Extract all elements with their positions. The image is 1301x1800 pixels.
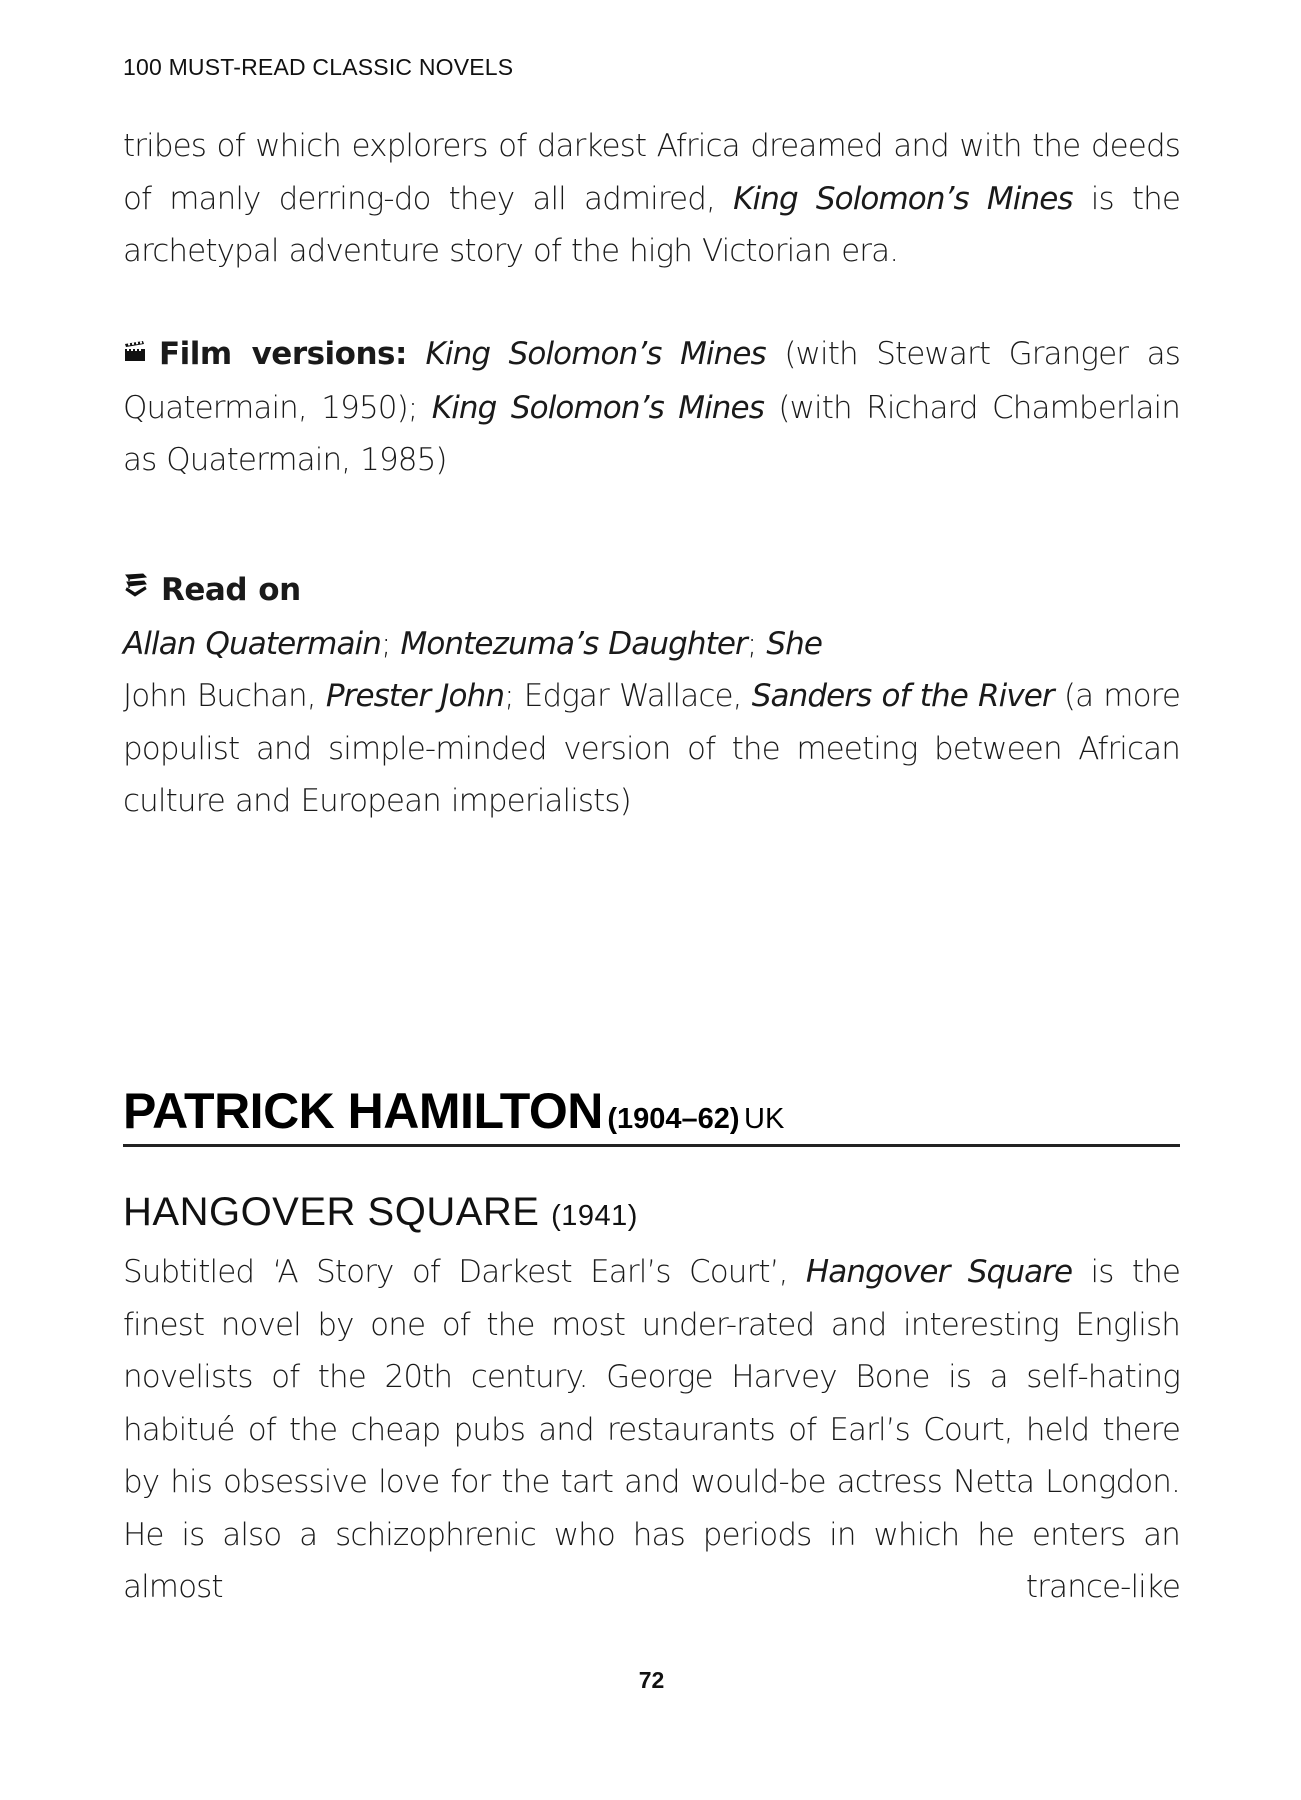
read-on-author-buchan: John Buchan, bbox=[123, 678, 326, 715]
intro-text-after: is the archetypal adventure story of the high Victorian era. bbox=[123, 180, 1180, 269]
film-clapperboard-icon bbox=[123, 326, 147, 379]
film-title-1950: King Solomon’s Mines bbox=[425, 336, 766, 372]
author-heading bbox=[123, 1082, 1180, 1147]
separator: ; bbox=[381, 625, 401, 662]
author-country: UK bbox=[744, 1103, 785, 1135]
intro-italic-title: King Solomon’s Mines bbox=[733, 180, 1073, 217]
book-title: HANGOVER SQUARE bbox=[123, 1190, 540, 1234]
read-on-line-2 bbox=[123, 670, 1180, 828]
read-on-label: Read on bbox=[161, 572, 301, 608]
stack-of-books-icon bbox=[123, 562, 149, 615]
read-on-heading bbox=[123, 564, 1180, 618]
author-name: PATRICK HAMILTON bbox=[123, 1083, 603, 1139]
film-text-1985: (with Richard Chamberlain as Quatermain, 1985) bbox=[123, 389, 1180, 479]
intro-paragraph bbox=[123, 120, 1180, 278]
book-desc-after: is the finest novel by one of the most under-rated and interesting English novelists of the 20th century. George Harvey Bone is a self-hating habitué of the cheap pubs and restaurants of Earl’s Court, held there by his obsessive love for the tart and would-be actress Netta Longdon. He is also a schizophrenic who has periods in which he enters an almost trance-like bbox=[123, 1254, 1180, 1605]
film-versions-label: Film versions: bbox=[159, 336, 407, 372]
book-title-heading bbox=[123, 1190, 638, 1235]
read-on-note: (a more populist and simple-minded version of the meeting between African culture and European imperialists) bbox=[123, 678, 1180, 820]
author-dates: (1904–62) bbox=[607, 1103, 740, 1135]
film-versions-paragraph bbox=[123, 328, 1180, 487]
read-on-title-sanders-of-the-river: Sanders of the River bbox=[751, 678, 1054, 715]
read-on-section bbox=[123, 564, 1180, 828]
page-number: 72 bbox=[638, 1667, 665, 1693]
book-description bbox=[123, 1246, 1180, 1614]
book-desc-before: Subtitled ‘A Story of Darkest Earl’s Court’, bbox=[123, 1254, 806, 1290]
separator: ; bbox=[746, 625, 767, 662]
film-text-1950: (with Stewart Granger as Quatermain, 1950); bbox=[123, 336, 1180, 426]
film-title-1985: King Solomon’s Mines bbox=[431, 389, 764, 426]
read-on-title-montezumas-daughter: Montezuma’s Daughter bbox=[400, 625, 747, 662]
book-year: (1941) bbox=[551, 1200, 638, 1232]
read-on-title-she: She bbox=[766, 625, 823, 662]
book-desc-italic-title: Hangover Square bbox=[805, 1254, 1073, 1290]
read-on-author-wallace: ; Edgar Wallace, bbox=[504, 678, 752, 715]
intro-text-before: tribes of which explorers of darkest Africa dreamed and with the deeds of manly derring-do they all admired, bbox=[123, 128, 1180, 217]
read-on-title-allan-quatermain: Allan Quatermain bbox=[123, 625, 382, 662]
read-on-line-1 bbox=[123, 618, 1180, 671]
running-head: 100 MUST-READ CLASSIC NOVELS bbox=[123, 54, 514, 80]
read-on-title-prester-john: Prester John bbox=[325, 678, 505, 715]
